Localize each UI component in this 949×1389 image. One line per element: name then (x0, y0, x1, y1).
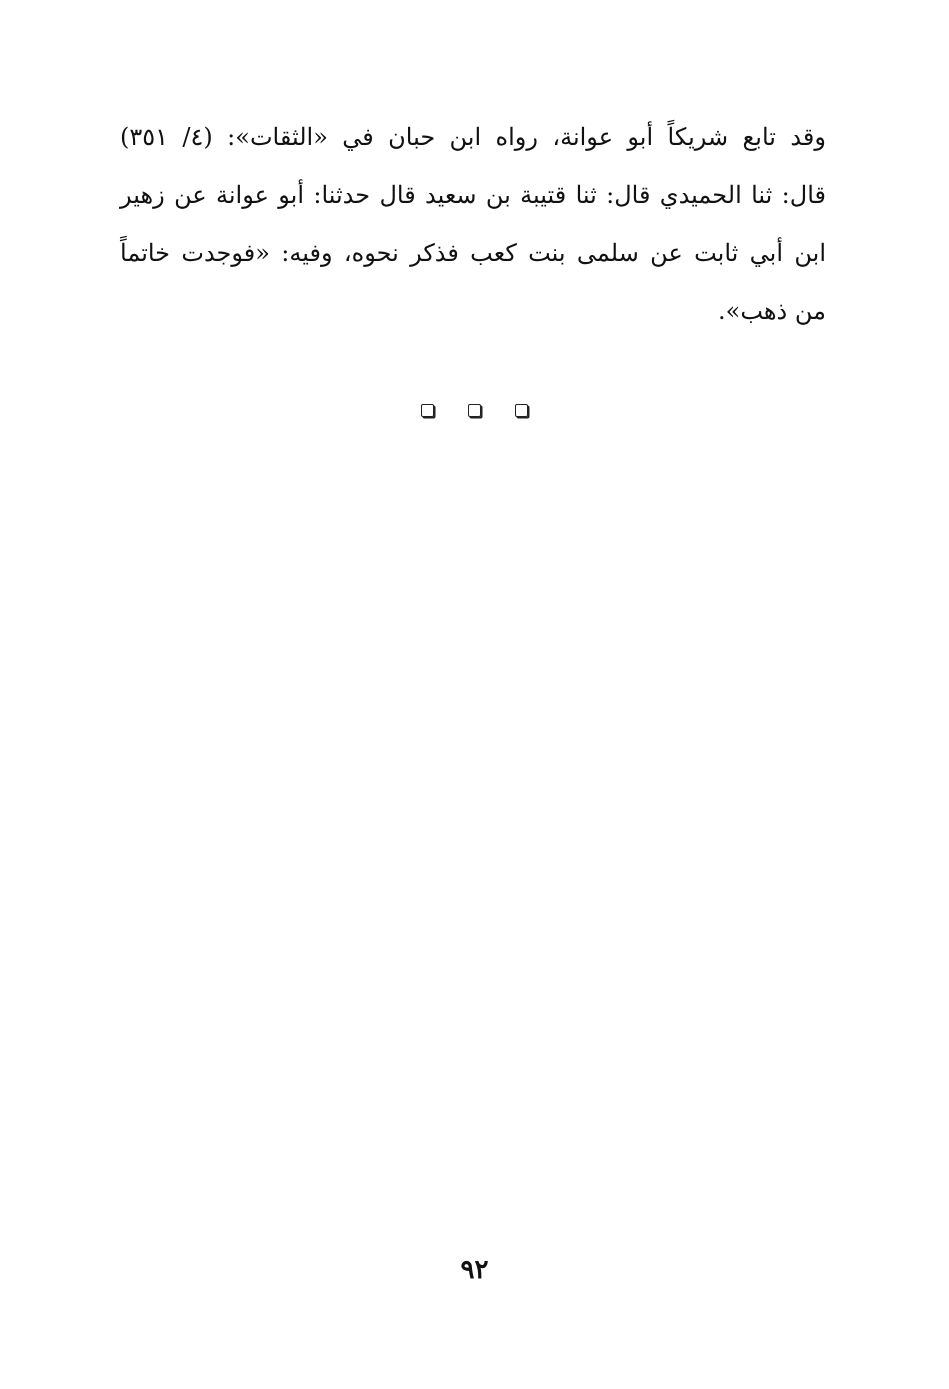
hollow-square-icon (421, 404, 434, 417)
paragraph-line-2: قال: ثنا الحميدي قال: ثنا قتيبة بن سعيد قال حدثنا: أبو عوانة عن زهير (120, 181, 826, 209)
paragraph-line-3: ابن أبي ثابت عن سلمى بنت كعب فذكر نحوه، وفيه: «فوجدت خاتماً (120, 239, 826, 267)
paragraph-line-4: من ذهب». (718, 297, 826, 325)
section-separator (0, 404, 949, 417)
paragraph-line-1: وقد تابع شريكاً أبو عوانة، رواه ابن حبان في «الثقات»: (٤/ ٣٥١) (120, 123, 826, 151)
hollow-square-icon (468, 404, 481, 417)
page-number: ٩٢ (460, 1255, 489, 1285)
hollow-square-icon (515, 404, 528, 417)
body-paragraph (120, 108, 826, 340)
